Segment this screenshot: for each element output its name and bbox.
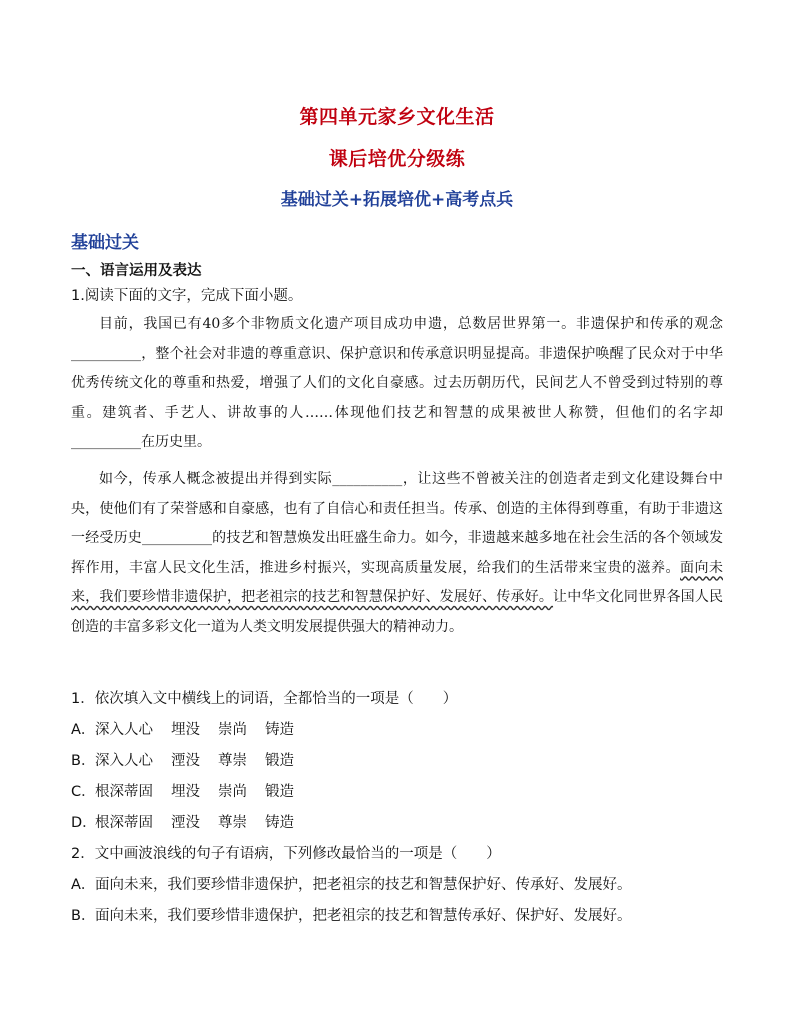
section-heading: 基础过关 xyxy=(71,233,139,253)
question-2-option-a xyxy=(71,873,731,894)
option-word: 湮没 xyxy=(171,815,200,831)
question-1-option-c xyxy=(71,780,731,801)
option-letter: D． xyxy=(71,815,97,831)
passage-paragraph-2 xyxy=(71,465,723,642)
question-1-stem: 1．依次填入文中横线上的词语，全都恰当的一项是（ ） xyxy=(71,691,458,707)
question-1-option-a xyxy=(71,718,731,739)
option-text: 面向未来，我们要珍惜非遗保护，把老祖宗的技艺和智慧保护好、传承好、发展好。 xyxy=(95,877,632,893)
option-word: 锻造 xyxy=(265,753,294,769)
option-word: 铸造 xyxy=(265,722,294,738)
question-2-stem: 2．文中画波浪线的句子有语病，下列修改最恰当的一项是（ ） xyxy=(71,846,501,862)
option-word: 尊崇 xyxy=(218,753,247,769)
passage-text-2-start: 如今，传承人概念被提出并得到实际__________，让这些不曾被关注的创造者走到文化建设舞台中央，使他们有了荣誉感和自豪感，也有了自信心和责任担当。传承、创造的主体得到尊重，有助于非遗这一经受历史__________的技艺和智慧焕发出旺盛生命力。如今，非遗越来越多地在社会生活的各个领域发挥作用，丰富人民文化生活，推进乡村振兴，实现高质量发展，给我们的生活带来宝贵的滋养。 xyxy=(71,471,723,576)
question-1-option-b xyxy=(71,749,731,770)
document-tagline: 基础过关+拓展培优+高考点兵 xyxy=(280,190,514,210)
option-letter: B． xyxy=(71,908,96,924)
option-letter: A． xyxy=(71,722,96,738)
option-word: 根深蒂固 xyxy=(95,784,153,800)
document-subtitle: 课后培优分级练 xyxy=(328,148,466,170)
option-word: 湮没 xyxy=(171,753,200,769)
option-word: 深入人心 xyxy=(95,753,153,769)
option-letter: A． xyxy=(71,877,96,893)
option-text: 面向未来，我们要珍惜非遗保护，把老祖宗的技艺和智慧传承好、保护好、发展好。 xyxy=(95,908,632,924)
passage-text-2 xyxy=(71,465,723,642)
question-1-option-d xyxy=(71,811,731,832)
document-title: 第四单元家乡文化生活 xyxy=(299,106,495,128)
option-word: 崇尚 xyxy=(218,784,247,800)
option-letter: B． xyxy=(71,753,96,769)
question-2-option-b xyxy=(71,904,731,925)
option-word: 埋没 xyxy=(171,722,200,738)
option-word: 埋没 xyxy=(171,784,200,800)
option-word: 铸造 xyxy=(265,815,294,831)
passage-text-1: 目前，我国已有40多个非物质文化遗产项目成功申遗，总数居世界第一。非遗保护和传承的观念__________，整个社会对非遗的尊重意识、保护意识和传承意识明显提高。非遗保护唤醒了民众对于中华优秀传统文化的尊重和热爱，增强了人们的文化自豪感。过去历朝历代，民间艺人不曾受到过特别的尊重。建筑者、手艺人、讲故事的人……体现他们技艺和智慧的成果被世人称赞，但他们的名字却__________在历史里。 xyxy=(71,316,723,450)
option-word: 锻造 xyxy=(265,784,294,800)
passage-paragraph-1 xyxy=(71,310,723,458)
option-word: 深入人心 xyxy=(95,722,153,738)
question-intro: 1.阅读下面的文字，完成下面小题。 xyxy=(71,288,303,304)
passage-text-2-end: 让中华文化同世界各国人民创造的丰富多彩文化一道为人类文明发展提供强大的精神动力。 xyxy=(71,589,724,635)
option-word: 尊崇 xyxy=(218,815,247,831)
wavy-underlined-sentence: 面向未来，我们要珍惜非遗保护，把老祖宗的技艺和智慧保护好、发展好、传承好。 xyxy=(71,559,723,605)
option-letter: C． xyxy=(71,784,96,800)
option-word: 崇尚 xyxy=(218,722,247,738)
option-word: 根深蒂固 xyxy=(95,815,153,831)
subsection-heading: 一、语言运用及表达 xyxy=(71,263,202,279)
